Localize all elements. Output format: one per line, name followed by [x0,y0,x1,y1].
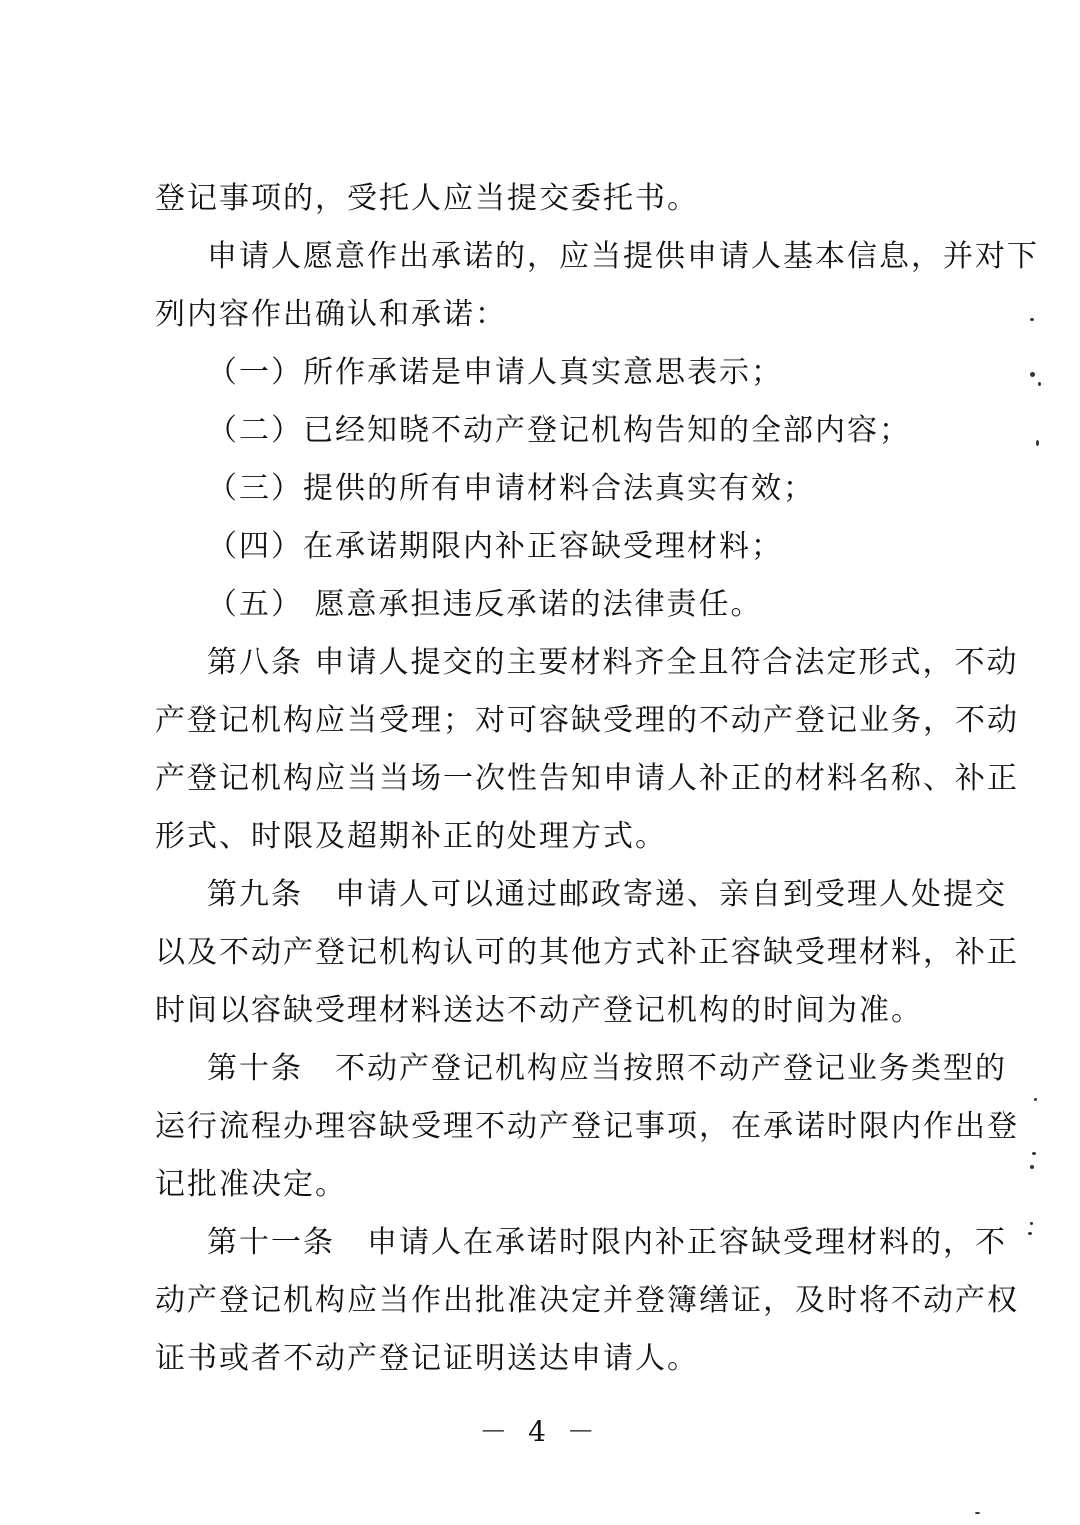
text-line-10: 产登记机构应当受理；对可容缺受理的不动产登记业务，不动 [155,703,1019,738]
scan-speck [1030,1222,1033,1225]
text-line-2: 申请人愿意作出承诺的，应当提供申请人基本信息，并对下 [207,239,1039,274]
text-line-5: （二）已经知晓不动产登记机构告知的全部内容； [207,413,911,448]
text-line-1: 登记事项的，受托人应当提交委托书。 [155,181,699,216]
text-line-14: 以及不动产登记机构认可的其他方式补正容缺受理材料，补正 [155,935,1019,970]
text-line-12: 形式、时限及超期补正的处理方式。 [155,819,667,854]
text-line-16: 第十条 不动产登记机构应当按照不动产登记业务类型的 [207,1051,1007,1086]
scan-speck [1028,1232,1032,1235]
scan-speck [1036,440,1039,446]
text-line-3: 列内容作出确认和承诺： [155,297,507,332]
scan-speck [1032,1152,1036,1155]
scan-speck [975,1512,980,1514]
text-line-9: 第八条 申请人提交的主要材料齐全且符合法定形式，不动 [207,645,1019,680]
text-line-13: 第九条 申请人可以通过邮政寄递、亲自到受理人处提交 [207,877,1007,912]
body-text [155,170,1039,1388]
scan-speck [1030,372,1035,377]
page-number: － 4 － [479,1415,601,1448]
text-line-17: 运行流程办理容缺受理不动产登记事项，在承诺时限内作出登 [155,1109,1019,1144]
text-line-20: 动产登记机构应当作出批准决定并登簿缮证，及时将不动产权 [155,1283,1019,1318]
scan-speck [1038,382,1041,386]
text-line-11: 产登记机构应当当场一次性告知申请人补正的材料名称、补正 [155,761,1019,796]
text-line-4: （一）所作承诺是申请人真实意思表示； [207,355,783,390]
scan-speck [1030,1165,1034,1169]
text-line-18: 记批准决定。 [155,1167,347,1202]
scan-speck [1034,1098,1037,1101]
text-line-19: 第十一条 申请人在承诺时限内补正容缺受理材料的，不 [207,1225,1007,1260]
text-line-7: （四）在承诺期限内补正容缺受理材料； [207,529,783,564]
text-line-6: （三）提供的所有申请材料合法真实有效； [207,471,815,506]
text-line-8: （五） 愿意承担违反承诺的法律责任。 [207,587,763,622]
scan-speck [1030,318,1034,321]
text-line-15: 时间以容缺受理材料送达不动产登记机构的时间为准。 [155,993,923,1028]
text-line-21: 证书或者不动产登记证明送达申请人。 [155,1341,699,1376]
